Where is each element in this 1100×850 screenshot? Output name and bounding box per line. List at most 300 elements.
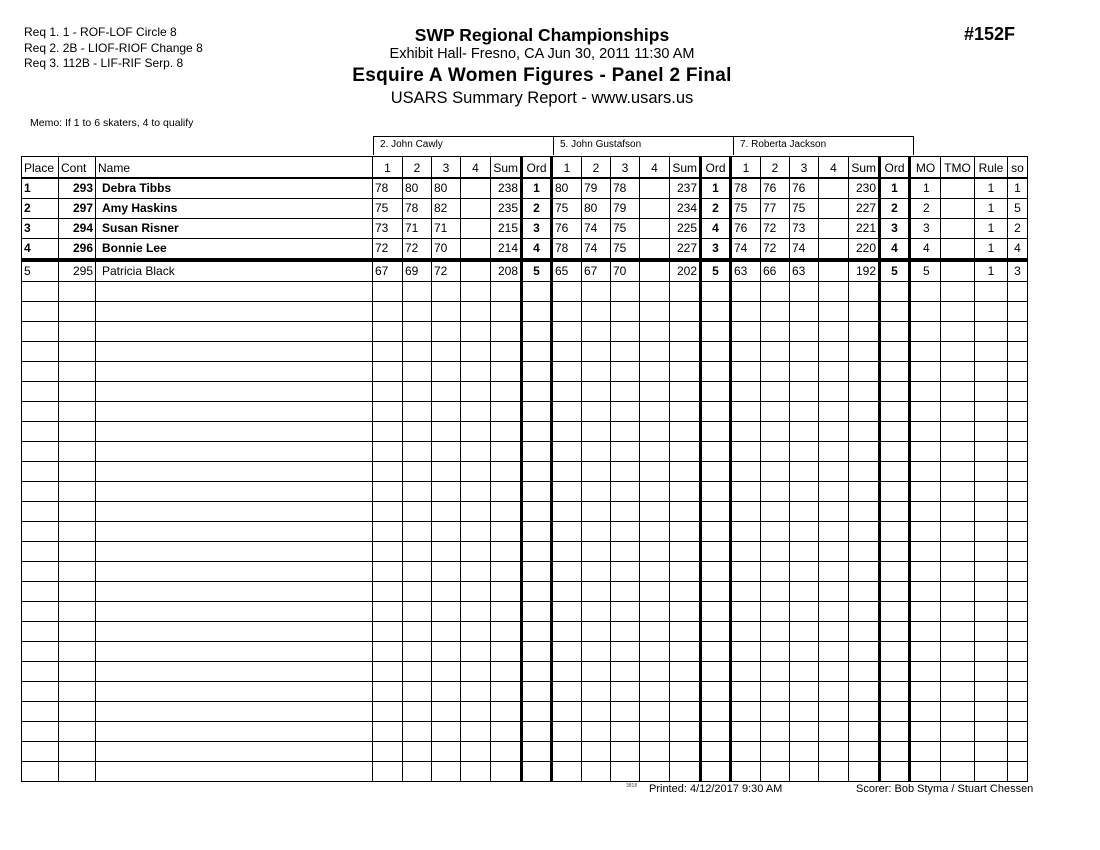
empty-cell	[491, 722, 522, 742]
empty-cell	[432, 422, 461, 442]
sum-cell: 208	[491, 260, 522, 282]
score-cell: 73	[373, 219, 403, 239]
empty-cell	[701, 742, 731, 762]
ord-cell: 5	[522, 260, 552, 282]
empty-cell	[611, 582, 640, 602]
empty-cell	[701, 662, 731, 682]
empty-cell	[975, 622, 1008, 642]
empty-cell	[582, 542, 611, 562]
score-cell: 74	[790, 239, 819, 261]
empty-cell	[59, 282, 96, 302]
empty-cell	[59, 762, 96, 782]
empty-cell	[910, 462, 941, 482]
empty-cell	[1008, 562, 1028, 582]
empty-cell	[910, 502, 941, 522]
empty-cell	[819, 622, 849, 642]
empty-cell	[611, 702, 640, 722]
empty-cell	[59, 622, 96, 642]
empty-cell	[582, 502, 611, 522]
empty-cell	[491, 402, 522, 422]
score-cell: 71	[403, 219, 432, 239]
table-row	[22, 260, 1028, 282]
empty-cell	[761, 342, 790, 362]
empty-cell	[910, 722, 941, 742]
empty-cell	[611, 382, 640, 402]
empty-cell	[731, 402, 761, 422]
empty-cell	[522, 302, 552, 322]
empty-cell	[1008, 382, 1028, 402]
name-cell: Bonnie Lee	[96, 239, 373, 261]
empty-cell	[880, 282, 910, 302]
empty-cell	[849, 622, 880, 642]
empty-cell	[975, 462, 1008, 482]
empty-cell	[670, 722, 701, 742]
name-cell: Susan Risner	[96, 219, 373, 239]
header-so: so	[1008, 157, 1028, 179]
empty-cell	[819, 742, 849, 762]
empty-cell	[731, 602, 761, 622]
cont-cell: 294	[59, 219, 96, 239]
cont-cell: 293	[59, 178, 96, 199]
empty-cell	[819, 302, 849, 322]
score-cell: 63	[790, 260, 819, 282]
empty-cell	[22, 562, 59, 582]
empty-cell	[373, 402, 403, 422]
empty-cell	[432, 282, 461, 302]
empty-row	[22, 442, 1028, 462]
empty-cell	[849, 562, 880, 582]
empty-cell	[491, 682, 522, 702]
footer-code: 3818	[626, 783, 638, 789]
empty-cell	[790, 522, 819, 542]
empty-cell	[941, 742, 975, 762]
empty-cell	[1008, 502, 1028, 522]
empty-cell	[941, 722, 975, 742]
score-cell: 80	[403, 178, 432, 199]
empty-cell	[640, 482, 670, 502]
empty-cell	[432, 482, 461, 502]
empty-cell	[522, 602, 552, 622]
empty-cell	[761, 402, 790, 422]
empty-cell	[96, 582, 373, 602]
empty-cell	[731, 362, 761, 382]
empty-cell	[849, 542, 880, 562]
empty-cell	[582, 682, 611, 702]
empty-cell	[790, 682, 819, 702]
empty-cell	[1008, 422, 1028, 442]
empty-cell	[790, 542, 819, 562]
empty-row	[22, 722, 1028, 742]
empty-cell	[761, 642, 790, 662]
header-tmo: TMO	[941, 157, 975, 179]
empty-cell	[611, 682, 640, 702]
empty-cell	[59, 342, 96, 362]
so-cell: 1	[1008, 178, 1028, 199]
empty-cell	[819, 342, 849, 362]
empty-cell	[611, 362, 640, 382]
empty-cell	[880, 582, 910, 602]
ord-cell: 4	[701, 219, 731, 239]
empty-cell	[582, 322, 611, 342]
empty-cell	[880, 542, 910, 562]
empty-cell	[22, 722, 59, 742]
empty-cell	[552, 482, 582, 502]
empty-cell	[819, 522, 849, 542]
empty-cell	[670, 742, 701, 762]
table-row	[22, 199, 1028, 219]
mo-cell: 5	[910, 260, 941, 282]
empty-cell	[761, 362, 790, 382]
empty-cell	[819, 542, 849, 562]
empty-row	[22, 302, 1028, 322]
empty-cell	[941, 642, 975, 662]
empty-cell	[640, 362, 670, 382]
score-cell: 82	[432, 199, 461, 219]
empty-cell	[611, 422, 640, 442]
empty-cell	[1008, 542, 1028, 562]
empty-cell	[59, 582, 96, 602]
empty-cell	[790, 742, 819, 762]
empty-cell	[761, 602, 790, 622]
empty-cell	[910, 362, 941, 382]
empty-cell	[461, 442, 491, 462]
empty-cell	[910, 602, 941, 622]
empty-cell	[701, 302, 731, 322]
empty-cell	[522, 562, 552, 582]
table-row	[22, 219, 1028, 239]
empty-cell	[22, 502, 59, 522]
empty-cell	[910, 382, 941, 402]
empty-cell	[975, 582, 1008, 602]
empty-cell	[849, 282, 880, 302]
empty-cell	[790, 642, 819, 662]
empty-cell	[849, 402, 880, 422]
empty-cell	[582, 482, 611, 502]
empty-cell	[432, 762, 461, 782]
score-cell	[461, 199, 491, 219]
empty-cell	[849, 702, 880, 722]
empty-cell	[790, 582, 819, 602]
rule-cell: 1	[975, 178, 1008, 199]
empty-cell	[761, 722, 790, 742]
empty-cell	[22, 522, 59, 542]
empty-cell	[96, 462, 373, 482]
empty-cell	[941, 402, 975, 422]
empty-cell	[701, 642, 731, 662]
empty-cell	[941, 682, 975, 702]
empty-cell	[849, 742, 880, 762]
empty-cell	[373, 642, 403, 662]
cont-cell: 296	[59, 239, 96, 261]
empty-cell	[461, 642, 491, 662]
empty-cell	[790, 382, 819, 402]
empty-cell	[790, 562, 819, 582]
empty-cell	[22, 342, 59, 362]
empty-cell	[461, 482, 491, 502]
rule-cell: 1	[975, 199, 1008, 219]
score-cell: 80	[582, 199, 611, 219]
header-judge-1-fig-1: 1	[373, 157, 403, 179]
empty-cell	[552, 622, 582, 642]
empty-cell	[701, 502, 731, 522]
empty-cell	[761, 382, 790, 402]
score-cell	[640, 178, 670, 199]
empty-cell	[552, 442, 582, 462]
empty-cell	[670, 302, 701, 322]
score-cell: 76	[731, 219, 761, 239]
empty-cell	[910, 402, 941, 422]
empty-cell	[910, 742, 941, 762]
empty-cell	[552, 462, 582, 482]
empty-row	[22, 762, 1028, 782]
score-cell: 76	[552, 219, 582, 239]
empty-cell	[491, 282, 522, 302]
empty-cell	[432, 722, 461, 742]
ord-cell: 2	[701, 199, 731, 219]
empty-cell	[491, 362, 522, 382]
place-cell: 5	[22, 260, 59, 282]
empty-cell	[880, 502, 910, 522]
empty-cell	[96, 322, 373, 342]
empty-cell	[849, 642, 880, 662]
empty-cell	[849, 342, 880, 362]
empty-cell	[491, 322, 522, 342]
empty-cell	[1008, 702, 1028, 722]
empty-cell	[491, 642, 522, 662]
score-cell: 78	[731, 178, 761, 199]
empty-cell	[790, 502, 819, 522]
empty-cell	[96, 502, 373, 522]
empty-cell	[582, 362, 611, 382]
empty-cell	[910, 482, 941, 502]
empty-cell	[491, 622, 522, 642]
empty-cell	[491, 502, 522, 522]
empty-cell	[761, 702, 790, 722]
empty-cell	[701, 622, 731, 642]
empty-cell	[461, 582, 491, 602]
empty-cell	[59, 742, 96, 762]
empty-cell	[522, 662, 552, 682]
empty-cell	[640, 382, 670, 402]
empty-row	[22, 342, 1028, 362]
empty-cell	[22, 362, 59, 382]
empty-cell	[849, 662, 880, 682]
empty-cell	[849, 422, 880, 442]
empty-cell	[880, 662, 910, 682]
empty-cell	[1008, 402, 1028, 422]
empty-cell	[701, 722, 731, 742]
empty-cell	[670, 602, 701, 622]
score-cell	[819, 178, 849, 199]
empty-cell	[701, 322, 731, 342]
empty-cell	[640, 642, 670, 662]
empty-cell	[461, 602, 491, 622]
empty-cell	[819, 382, 849, 402]
sum-cell: 221	[849, 219, 880, 239]
empty-cell	[491, 582, 522, 602]
sum-cell: 220	[849, 239, 880, 261]
score-cell: 74	[582, 239, 611, 261]
empty-cell	[1008, 662, 1028, 682]
empty-cell	[403, 722, 432, 742]
empty-cell	[1008, 682, 1028, 702]
empty-cell	[670, 702, 701, 722]
empty-row	[22, 682, 1028, 702]
empty-cell	[761, 302, 790, 322]
ord-cell: 1	[880, 178, 910, 199]
empty-cell	[582, 442, 611, 462]
empty-cell	[373, 522, 403, 542]
empty-cell	[640, 562, 670, 582]
empty-cell	[701, 562, 731, 582]
name-cell: Debra Tibbs	[96, 178, 373, 199]
empty-cell	[373, 702, 403, 722]
empty-cell	[611, 722, 640, 742]
empty-cell	[373, 482, 403, 502]
empty-cell	[432, 662, 461, 682]
empty-cell	[403, 642, 432, 662]
empty-cell	[790, 302, 819, 322]
empty-cell	[670, 682, 701, 702]
empty-cell	[1008, 482, 1028, 502]
empty-cell	[59, 642, 96, 662]
empty-cell	[880, 462, 910, 482]
score-cell: 71	[432, 219, 461, 239]
empty-cell	[731, 482, 761, 502]
empty-cell	[22, 282, 59, 302]
empty-cell	[403, 562, 432, 582]
header-judge-3-ord: Ord	[880, 157, 910, 179]
empty-cell	[432, 342, 461, 362]
ord-cell: 4	[522, 239, 552, 261]
report-header	[300, 25, 784, 109]
empty-cell	[491, 742, 522, 762]
empty-cell	[491, 422, 522, 442]
empty-cell	[819, 442, 849, 462]
empty-cell	[640, 742, 670, 762]
empty-cell	[461, 382, 491, 402]
empty-cell	[670, 522, 701, 542]
empty-cell	[701, 702, 731, 722]
empty-cell	[373, 282, 403, 302]
empty-cell	[461, 762, 491, 782]
empty-cell	[640, 582, 670, 602]
empty-cell	[761, 422, 790, 442]
empty-cell	[941, 482, 975, 502]
empty-cell	[59, 402, 96, 422]
empty-cell	[731, 622, 761, 642]
header-judge-2-sum: Sum	[670, 157, 701, 179]
empty-cell	[640, 622, 670, 642]
empty-cell	[611, 562, 640, 582]
empty-cell	[975, 702, 1008, 722]
table-row	[22, 178, 1028, 199]
empty-cell	[880, 362, 910, 382]
sum-cell: 234	[670, 199, 701, 219]
empty-cell	[731, 462, 761, 482]
ord-cell: 1	[522, 178, 552, 199]
empty-cell	[22, 702, 59, 722]
empty-cell	[790, 422, 819, 442]
empty-row	[22, 462, 1028, 482]
empty-cell	[96, 362, 373, 382]
empty-cell	[1008, 302, 1028, 322]
header-mo: MO	[910, 157, 941, 179]
empty-cell	[552, 322, 582, 342]
empty-cell	[582, 342, 611, 362]
empty-cell	[522, 282, 552, 302]
empty-cell	[461, 302, 491, 322]
empty-cell	[611, 342, 640, 362]
empty-cell	[582, 762, 611, 782]
so-cell: 3	[1008, 260, 1028, 282]
empty-cell	[819, 402, 849, 422]
empty-cell	[96, 622, 373, 642]
ord-cell: 3	[701, 239, 731, 261]
score-cell	[819, 219, 849, 239]
empty-cell	[432, 602, 461, 622]
judge-1-label: 2. John Cawly	[374, 137, 554, 156]
empty-row	[22, 562, 1028, 582]
empty-cell	[96, 662, 373, 682]
header-cont: Cont	[59, 157, 96, 179]
empty-cell	[432, 562, 461, 582]
empty-cell	[552, 282, 582, 302]
empty-cell	[59, 322, 96, 342]
empty-cell	[491, 442, 522, 462]
empty-cell	[670, 662, 701, 682]
empty-cell	[522, 402, 552, 422]
empty-cell	[611, 742, 640, 762]
empty-cell	[975, 322, 1008, 342]
empty-cell	[670, 482, 701, 502]
tmo-cell	[941, 260, 975, 282]
sum-cell: 192	[849, 260, 880, 282]
mo-cell: 4	[910, 239, 941, 261]
empty-cell	[461, 282, 491, 302]
empty-row	[22, 642, 1028, 662]
empty-cell	[941, 382, 975, 402]
tmo-cell	[941, 239, 975, 261]
so-cell: 2	[1008, 219, 1028, 239]
empty-cell	[640, 442, 670, 462]
empty-cell	[461, 502, 491, 522]
empty-cell	[790, 402, 819, 422]
empty-cell	[582, 462, 611, 482]
empty-cell	[552, 722, 582, 742]
score-cell: 78	[373, 178, 403, 199]
empty-cell	[552, 382, 582, 402]
empty-cell	[941, 322, 975, 342]
empty-cell	[522, 682, 552, 702]
empty-cell	[59, 482, 96, 502]
header-judge-3-sum: Sum	[849, 157, 880, 179]
empty-cell	[403, 702, 432, 722]
empty-cell	[59, 302, 96, 322]
empty-cell	[373, 382, 403, 402]
empty-cell	[611, 482, 640, 502]
empty-cell	[373, 682, 403, 702]
empty-row	[22, 282, 1028, 302]
empty-cell	[403, 742, 432, 762]
score-cell: 66	[761, 260, 790, 282]
empty-cell	[640, 522, 670, 542]
empty-cell	[582, 622, 611, 642]
empty-cell	[880, 342, 910, 362]
tmo-cell	[941, 178, 975, 199]
empty-cell	[582, 562, 611, 582]
empty-cell	[522, 342, 552, 362]
